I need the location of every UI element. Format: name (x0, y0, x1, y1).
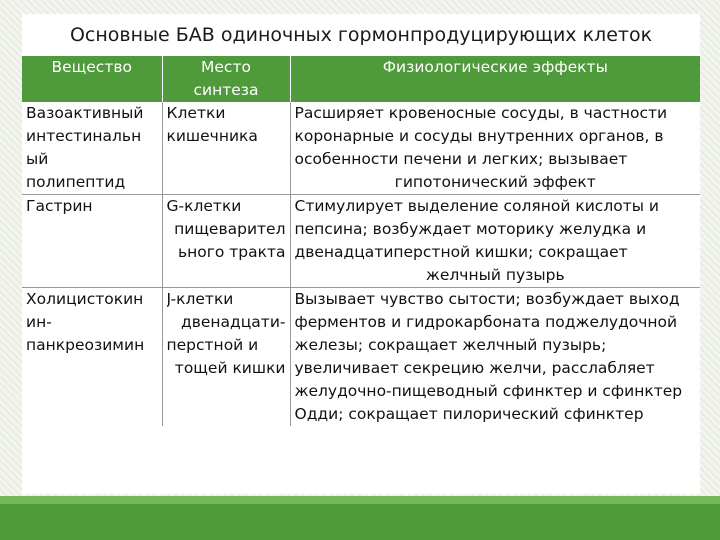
table-row (22, 102, 700, 195)
cell-line: пищеварител (174, 220, 286, 238)
bav-table (22, 56, 700, 426)
cell-line: G-клетки (166, 197, 242, 215)
cell-line: железы; сокращает желчный пузырь; (294, 336, 607, 354)
slide (22, 14, 700, 494)
cell-substance (22, 195, 162, 288)
header-site-line: синтеза (193, 81, 259, 99)
slide-title: Основные БАВ одиночных гормонпродуцирующих клеток (69, 24, 653, 46)
header-effects (290, 56, 700, 102)
header-site-line: Место (201, 58, 251, 76)
cell-line: увеличивает секрецию желчи, расслабляет (294, 359, 655, 377)
cell-site (162, 288, 290, 427)
cell-line: пепсина; возбуждает моторику желудка и (294, 220, 647, 238)
header-effects-line: Физиологические эффекты (382, 58, 608, 76)
cell-line: гипотонический эффект (394, 173, 596, 191)
cell-line: двенадцатиперстной кишки; сокращает (294, 243, 628, 261)
cell-site (162, 195, 290, 288)
bottom-green-bar (0, 496, 720, 540)
cell-effects (290, 288, 700, 427)
cell-line: полипептид (26, 173, 126, 191)
cell-line: двенадцати- (181, 313, 286, 331)
cell-line: перстной и (166, 336, 259, 354)
cell-line: особенности печени и легких; вызывает (294, 150, 628, 168)
cell-line: Гастрин (26, 197, 93, 215)
cell-line: Стимулирует выделение соляной кислоты и (294, 197, 659, 215)
cell-site (162, 102, 290, 195)
cell-line: тощей кишки (174, 359, 286, 377)
cell-line: коронарные и сосуды внутренних органов, в (294, 127, 664, 145)
cell-substance (22, 288, 162, 427)
cell-line: желудочно-пищеводный сфинктер и сфинктер (294, 382, 683, 400)
cell-line: ферментов и гидрокарбоната поджелудочной (294, 313, 678, 331)
header-substance (22, 56, 162, 102)
cell-line: Расширяет кровеносные сосуды, в частности (294, 104, 668, 122)
cell-line: ин- (26, 313, 52, 331)
table-row (22, 288, 700, 427)
cell-line: Вызывает чувство сытости; возбуждает выход (294, 290, 680, 308)
cell-line: желчный пузырь (425, 266, 565, 284)
table-header-row (22, 56, 700, 102)
cell-line: ьного тракта (177, 243, 286, 261)
cell-line: Вазоактивный (26, 104, 144, 122)
table-row (22, 195, 700, 288)
cell-line: Холицистокин (26, 290, 144, 308)
cell-line: Одди; сокращает пилорический сфинктер (294, 405, 644, 423)
cell-line: ый (26, 150, 49, 168)
cell-line: J-клетки (166, 290, 234, 308)
cell-line: интестинальн (26, 127, 142, 145)
cell-effects (290, 102, 700, 195)
cell-line: панкреозимин (26, 336, 145, 354)
cell-substance (22, 102, 162, 195)
cell-effects (290, 195, 700, 288)
cell-line: Клетки (166, 104, 226, 122)
header-substance-line: Вещество (51, 58, 132, 76)
cell-line: кишечника (166, 127, 258, 145)
header-site (162, 56, 290, 102)
